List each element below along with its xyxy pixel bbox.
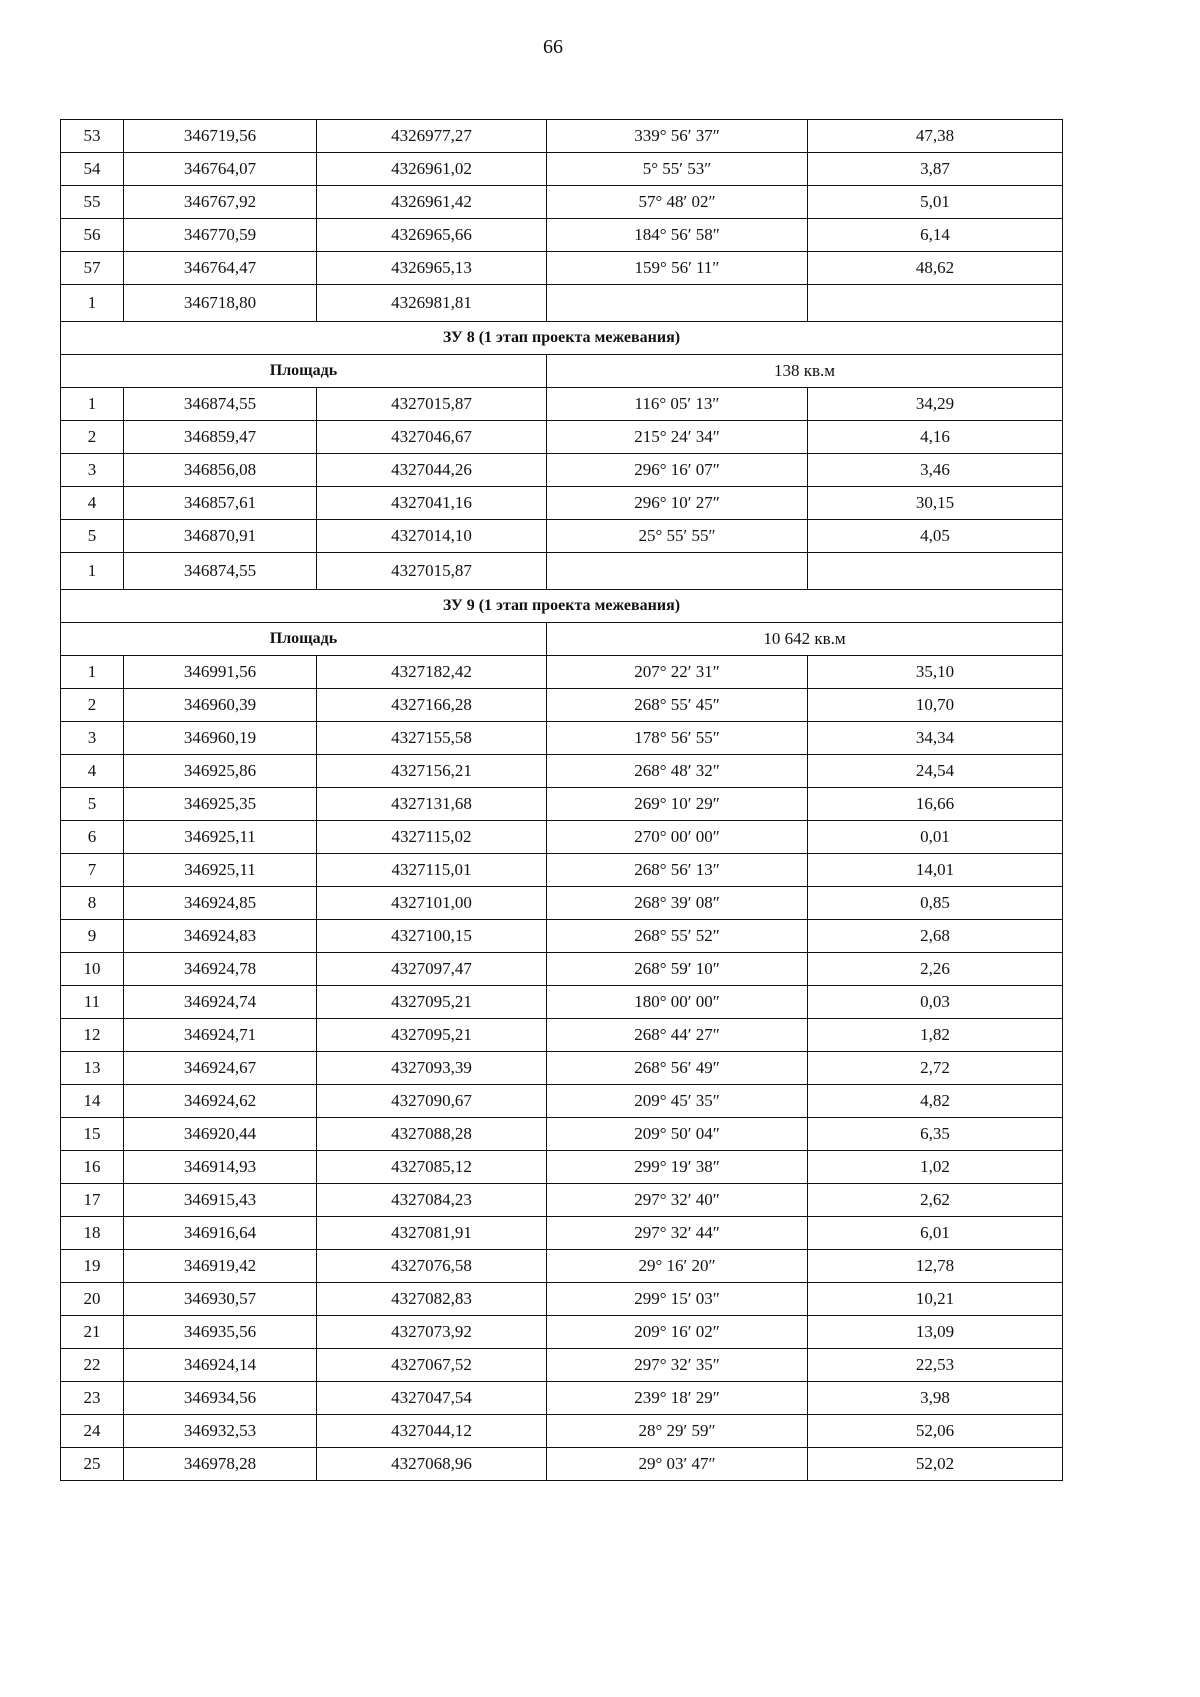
direction-angle-cell: 180° 00′ 00″ (547, 986, 808, 1019)
table-row (61, 487, 1063, 520)
x-coordinate-cell: 346925,11 (124, 821, 317, 854)
area-label: Площадь (61, 355, 547, 388)
distance-cell: 1,02 (808, 1151, 1063, 1184)
direction-angle-cell: 297° 32′ 40″ (547, 1184, 808, 1217)
distance-cell: 2,26 (808, 953, 1063, 986)
table-row (61, 1349, 1063, 1382)
direction-angle-cell: 268° 55′ 52″ (547, 920, 808, 953)
table-row (61, 854, 1063, 887)
y-coordinate-cell: 4327093,39 (317, 1052, 547, 1085)
point-number-cell: 3 (61, 454, 124, 487)
point-number-cell: 16 (61, 1151, 124, 1184)
page-number: 66 (543, 36, 563, 58)
distance-cell: 0,01 (808, 821, 1063, 854)
distance-cell (808, 553, 1063, 590)
area-row (61, 623, 1063, 656)
point-number-cell: 54 (61, 153, 124, 186)
y-coordinate-cell: 4327095,21 (317, 986, 547, 1019)
direction-angle-cell: 209° 16′ 02″ (547, 1316, 808, 1349)
direction-angle-cell: 299° 19′ 38″ (547, 1151, 808, 1184)
y-coordinate-cell: 4327090,67 (317, 1085, 547, 1118)
x-coordinate-cell: 346924,83 (124, 920, 317, 953)
x-coordinate-cell: 346960,19 (124, 722, 317, 755)
point-number-cell: 57 (61, 252, 124, 285)
point-number-cell: 10 (61, 953, 124, 986)
x-coordinate-cell: 346935,56 (124, 1316, 317, 1349)
y-coordinate-cell: 4327044,26 (317, 454, 547, 487)
x-coordinate-cell: 346870,91 (124, 520, 317, 553)
x-coordinate-cell: 346915,43 (124, 1184, 317, 1217)
direction-angle-cell: 116° 05′ 13″ (547, 388, 808, 421)
point-number-cell: 8 (61, 887, 124, 920)
table-row (61, 421, 1063, 454)
distance-cell: 6,14 (808, 219, 1063, 252)
point-number-cell: 1 (61, 285, 124, 322)
table-row (61, 821, 1063, 854)
direction-angle-cell: 25° 55′ 55″ (547, 520, 808, 553)
distance-cell: 5,01 (808, 186, 1063, 219)
distance-cell: 0,03 (808, 986, 1063, 1019)
table-row (61, 755, 1063, 788)
x-coordinate-cell: 346924,74 (124, 986, 317, 1019)
point-number-cell: 15 (61, 1118, 124, 1151)
table-row (61, 1250, 1063, 1283)
point-number-cell: 4 (61, 487, 124, 520)
point-number-cell: 6 (61, 821, 124, 854)
table-row (61, 986, 1063, 1019)
table-row (61, 1448, 1063, 1481)
x-coordinate-cell: 346920,44 (124, 1118, 317, 1151)
direction-angle-cell: 268° 56′ 49″ (547, 1052, 808, 1085)
distance-cell: 1,82 (808, 1019, 1063, 1052)
direction-angle-cell: 207° 22′ 31″ (547, 656, 808, 689)
y-coordinate-cell: 4327097,47 (317, 953, 547, 986)
y-coordinate-cell: 4327156,21 (317, 755, 547, 788)
distance-cell: 4,05 (808, 520, 1063, 553)
y-coordinate-cell: 4326981,81 (317, 285, 547, 322)
y-coordinate-cell: 4327068,96 (317, 1448, 547, 1481)
area-row (61, 355, 1063, 388)
distance-cell: 3,98 (808, 1382, 1063, 1415)
point-number-cell: 3 (61, 722, 124, 755)
table-row (61, 1415, 1063, 1448)
section-title: ЗУ 9 (1 этап проекта межевания) (61, 590, 1063, 623)
x-coordinate-cell: 346719,56 (124, 120, 317, 153)
y-coordinate-cell: 4327082,83 (317, 1283, 547, 1316)
direction-angle-cell: 29° 16′ 20″ (547, 1250, 808, 1283)
x-coordinate-cell: 346978,28 (124, 1448, 317, 1481)
direction-angle-cell: 268° 44′ 27″ (547, 1019, 808, 1052)
x-coordinate-cell: 346764,07 (124, 153, 317, 186)
table-row (61, 1217, 1063, 1250)
x-coordinate-cell: 346857,61 (124, 487, 317, 520)
point-number-cell: 18 (61, 1217, 124, 1250)
distance-cell: 3,46 (808, 454, 1063, 487)
section-header-row (61, 322, 1063, 355)
y-coordinate-cell: 4327115,01 (317, 854, 547, 887)
table-row (61, 454, 1063, 487)
y-coordinate-cell: 4327046,67 (317, 421, 547, 454)
x-coordinate-cell: 346874,55 (124, 388, 317, 421)
table-row (61, 252, 1063, 285)
y-coordinate-cell: 4327081,91 (317, 1217, 547, 1250)
distance-cell: 52,06 (808, 1415, 1063, 1448)
direction-angle-cell: 178° 56′ 55″ (547, 722, 808, 755)
distance-cell: 2,72 (808, 1052, 1063, 1085)
point-number-cell: 7 (61, 854, 124, 887)
distance-cell: 13,09 (808, 1316, 1063, 1349)
direction-angle-cell: 209° 45′ 35″ (547, 1085, 808, 1118)
table-row (61, 388, 1063, 421)
distance-cell: 12,78 (808, 1250, 1063, 1283)
direction-angle-cell: 296° 10′ 27″ (547, 487, 808, 520)
table-row (61, 186, 1063, 219)
point-number-cell: 23 (61, 1382, 124, 1415)
coordinates-table (60, 119, 1063, 1481)
y-coordinate-cell: 4327014,10 (317, 520, 547, 553)
x-coordinate-cell: 346924,78 (124, 953, 317, 986)
point-number-cell: 9 (61, 920, 124, 953)
y-coordinate-cell: 4327015,87 (317, 553, 547, 590)
point-number-cell: 19 (61, 1250, 124, 1283)
distance-cell: 47,38 (808, 120, 1063, 153)
direction-angle-cell: 5° 55′ 53″ (547, 153, 808, 186)
y-coordinate-cell: 4327015,87 (317, 388, 547, 421)
point-number-cell: 20 (61, 1283, 124, 1316)
direction-angle-cell: 57° 48′ 02″ (547, 186, 808, 219)
y-coordinate-cell: 4327085,12 (317, 1151, 547, 1184)
point-number-cell: 11 (61, 986, 124, 1019)
point-number-cell: 14 (61, 1085, 124, 1118)
y-coordinate-cell: 4327155,58 (317, 722, 547, 755)
x-coordinate-cell: 346914,93 (124, 1151, 317, 1184)
table-row (61, 722, 1063, 755)
distance-cell: 34,34 (808, 722, 1063, 755)
direction-angle-cell: 299° 15′ 03″ (547, 1283, 808, 1316)
section-header-row (61, 590, 1063, 623)
direction-angle-cell: 29° 03′ 47″ (547, 1448, 808, 1481)
distance-cell: 48,62 (808, 252, 1063, 285)
table-row (61, 788, 1063, 821)
table-row (61, 1283, 1063, 1316)
area-value: 10 642 кв.м (547, 623, 1063, 656)
distance-cell: 4,82 (808, 1085, 1063, 1118)
direction-angle-cell: 28° 29′ 59″ (547, 1415, 808, 1448)
y-coordinate-cell: 4327166,28 (317, 689, 547, 722)
distance-cell: 14,01 (808, 854, 1063, 887)
distance-cell: 16,66 (808, 788, 1063, 821)
table-row (61, 219, 1063, 252)
distance-cell: 2,62 (808, 1184, 1063, 1217)
y-coordinate-cell: 4327076,58 (317, 1250, 547, 1283)
direction-angle-cell (547, 553, 808, 590)
point-number-cell: 1 (61, 656, 124, 689)
distance-cell: 52,02 (808, 1448, 1063, 1481)
y-coordinate-cell: 4327084,23 (317, 1184, 547, 1217)
section-title: ЗУ 8 (1 этап проекта межевания) (61, 322, 1063, 355)
x-coordinate-cell: 346859,47 (124, 421, 317, 454)
table-row (61, 120, 1063, 153)
x-coordinate-cell: 346934,56 (124, 1382, 317, 1415)
point-number-cell: 25 (61, 1448, 124, 1481)
point-number-cell: 2 (61, 421, 124, 454)
distance-cell: 10,70 (808, 689, 1063, 722)
table-row (61, 1151, 1063, 1184)
distance-cell: 4,16 (808, 421, 1063, 454)
table-row (61, 887, 1063, 920)
distance-cell: 35,10 (808, 656, 1063, 689)
direction-angle-cell: 268° 55′ 45″ (547, 689, 808, 722)
point-number-cell: 53 (61, 120, 124, 153)
area-value: 138 кв.м (547, 355, 1063, 388)
table-row (61, 153, 1063, 186)
x-coordinate-cell: 346960,39 (124, 689, 317, 722)
table-row (61, 920, 1063, 953)
y-coordinate-cell: 4327182,42 (317, 656, 547, 689)
y-coordinate-cell: 4327044,12 (317, 1415, 547, 1448)
distance-cell (808, 285, 1063, 322)
y-coordinate-cell: 4326961,42 (317, 186, 547, 219)
point-number-cell: 4 (61, 755, 124, 788)
direction-angle-cell: 270° 00′ 00″ (547, 821, 808, 854)
x-coordinate-cell: 346770,59 (124, 219, 317, 252)
point-number-cell: 1 (61, 553, 124, 590)
table-row (61, 1052, 1063, 1085)
y-coordinate-cell: 4327131,68 (317, 788, 547, 821)
x-coordinate-cell: 346924,85 (124, 887, 317, 920)
distance-cell: 34,29 (808, 388, 1063, 421)
x-coordinate-cell: 346874,55 (124, 553, 317, 590)
x-coordinate-cell: 346925,86 (124, 755, 317, 788)
direction-angle-cell: 269° 10′ 29″ (547, 788, 808, 821)
point-number-cell: 21 (61, 1316, 124, 1349)
direction-angle-cell: 339° 56′ 37″ (547, 120, 808, 153)
point-number-cell: 56 (61, 219, 124, 252)
table-row (61, 520, 1063, 553)
x-coordinate-cell: 346767,92 (124, 186, 317, 219)
distance-cell: 22,53 (808, 1349, 1063, 1382)
x-coordinate-cell: 346932,53 (124, 1415, 317, 1448)
area-label: Площадь (61, 623, 547, 656)
distance-cell: 3,87 (808, 153, 1063, 186)
point-number-cell: 22 (61, 1349, 124, 1382)
table-row (61, 1085, 1063, 1118)
distance-cell: 30,15 (808, 487, 1063, 520)
direction-angle-cell: 159° 56′ 11″ (547, 252, 808, 285)
x-coordinate-cell: 346764,47 (124, 252, 317, 285)
x-coordinate-cell: 346924,62 (124, 1085, 317, 1118)
x-coordinate-cell: 346930,57 (124, 1283, 317, 1316)
y-coordinate-cell: 4326965,66 (317, 219, 547, 252)
direction-angle-cell: 209° 50′ 04″ (547, 1118, 808, 1151)
y-coordinate-cell: 4327067,52 (317, 1349, 547, 1382)
point-number-cell: 55 (61, 186, 124, 219)
x-coordinate-cell: 346991,56 (124, 656, 317, 689)
distance-cell: 24,54 (808, 755, 1063, 788)
direction-angle-cell: 268° 48′ 32″ (547, 755, 808, 788)
point-number-cell: 12 (61, 1019, 124, 1052)
table-row (61, 285, 1063, 322)
distance-cell: 10,21 (808, 1283, 1063, 1316)
point-number-cell: 24 (61, 1415, 124, 1448)
direction-angle-cell: 296° 16′ 07″ (547, 454, 808, 487)
x-coordinate-cell: 346856,08 (124, 454, 317, 487)
x-coordinate-cell: 346916,64 (124, 1217, 317, 1250)
y-coordinate-cell: 4326965,13 (317, 252, 547, 285)
y-coordinate-cell: 4327088,28 (317, 1118, 547, 1151)
y-coordinate-cell: 4327100,15 (317, 920, 547, 953)
x-coordinate-cell: 346925,35 (124, 788, 317, 821)
distance-cell: 6,01 (808, 1217, 1063, 1250)
direction-angle-cell: 215° 24′ 34″ (547, 421, 808, 454)
distance-cell: 6,35 (808, 1118, 1063, 1151)
point-number-cell: 5 (61, 788, 124, 821)
x-coordinate-cell: 346718,80 (124, 285, 317, 322)
x-coordinate-cell: 346924,71 (124, 1019, 317, 1052)
direction-angle-cell: 239° 18′ 29″ (547, 1382, 808, 1415)
x-coordinate-cell: 346925,11 (124, 854, 317, 887)
distance-cell: 0,85 (808, 887, 1063, 920)
point-number-cell: 17 (61, 1184, 124, 1217)
table-row (61, 1382, 1063, 1415)
y-coordinate-cell: 4327095,21 (317, 1019, 547, 1052)
y-coordinate-cell: 4327101,00 (317, 887, 547, 920)
direction-angle-cell: 297° 32′ 35″ (547, 1349, 808, 1382)
table-row (61, 689, 1063, 722)
table-row (61, 953, 1063, 986)
table-row (61, 656, 1063, 689)
table-row (61, 1019, 1063, 1052)
y-coordinate-cell: 4326977,27 (317, 120, 547, 153)
direction-angle-cell: 268° 59′ 10″ (547, 953, 808, 986)
point-number-cell: 5 (61, 520, 124, 553)
table-row (61, 1118, 1063, 1151)
y-coordinate-cell: 4326961,02 (317, 153, 547, 186)
point-number-cell: 1 (61, 388, 124, 421)
table-row (61, 1184, 1063, 1217)
point-number-cell: 2 (61, 689, 124, 722)
direction-angle-cell: 297° 32′ 44″ (547, 1217, 808, 1250)
distance-cell: 2,68 (808, 920, 1063, 953)
direction-angle-cell (547, 285, 808, 322)
x-coordinate-cell: 346924,14 (124, 1349, 317, 1382)
point-number-cell: 13 (61, 1052, 124, 1085)
direction-angle-cell: 268° 39′ 08″ (547, 887, 808, 920)
y-coordinate-cell: 4327047,54 (317, 1382, 547, 1415)
direction-angle-cell: 184° 56′ 58″ (547, 219, 808, 252)
x-coordinate-cell: 346919,42 (124, 1250, 317, 1283)
y-coordinate-cell: 4327115,02 (317, 821, 547, 854)
y-coordinate-cell: 4327073,92 (317, 1316, 547, 1349)
direction-angle-cell: 268° 56′ 13″ (547, 854, 808, 887)
table-row (61, 553, 1063, 590)
table-row (61, 1316, 1063, 1349)
y-coordinate-cell: 4327041,16 (317, 487, 547, 520)
x-coordinate-cell: 346924,67 (124, 1052, 317, 1085)
